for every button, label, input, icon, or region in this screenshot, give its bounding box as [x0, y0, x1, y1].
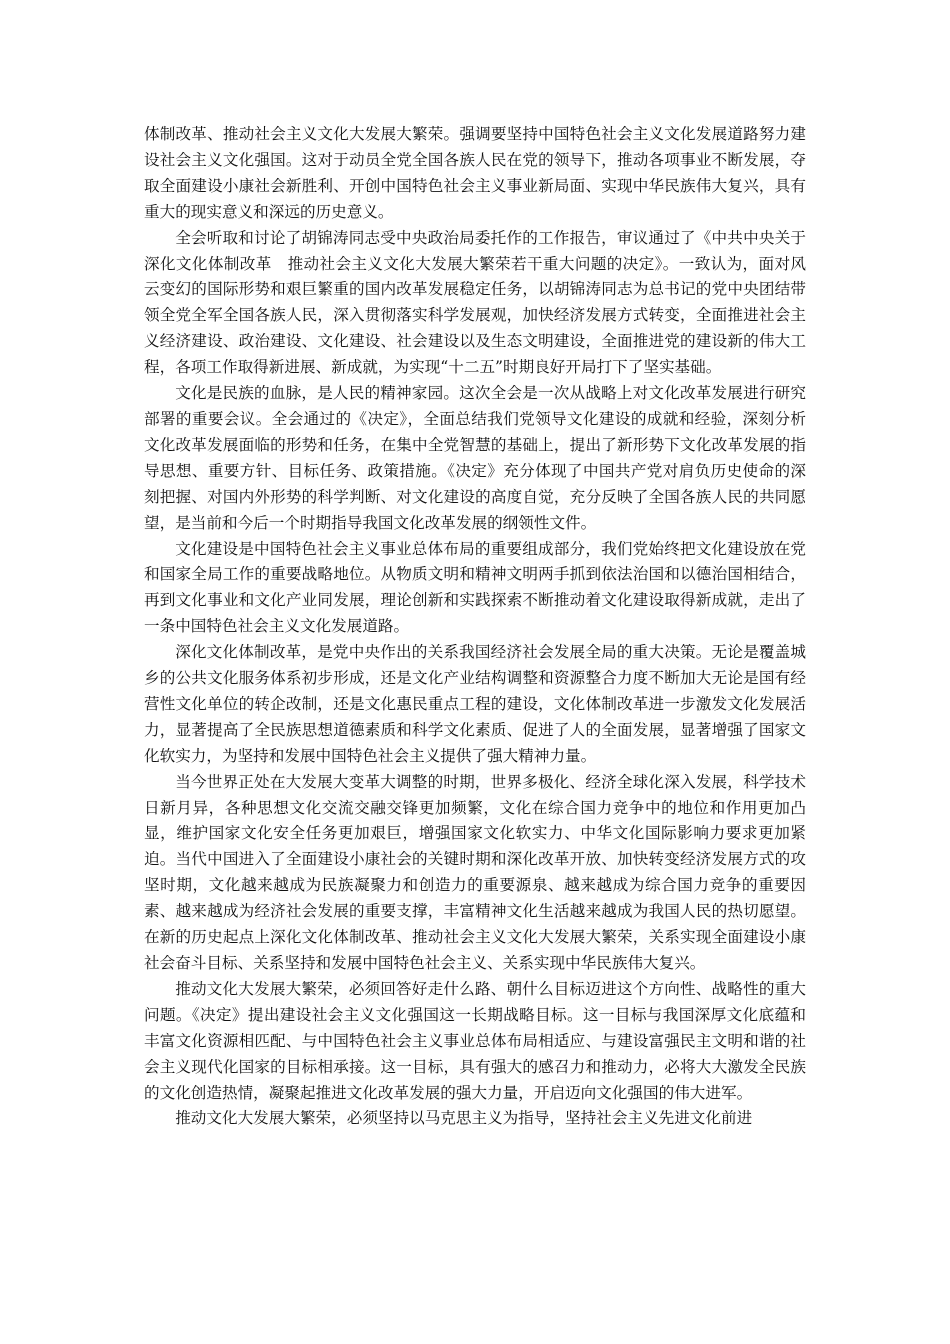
paragraph-2: 全会听取和讨论了胡锦涛同志受中央政治局委托作的工作报告，审议通过了《中共中央关于深化文化体制改革 推动社会主义文化大发展大繁荣若干重大问题的决定》。一致认为，面对风云变幻的国际形势和艰巨繁重的国内改革发展稳定任务，以胡锦涛同志为总书记的党中央团结带领全党全军全国各族人民，深入贯彻落实科学发展观，加快经济发展方式转变，全面推进社会主义经济建设、政治建设、文化建设、社会建设以及生态文明建设，全面推进党的建设新的伟大工程，各项工作取得新进展、新成就，为实现“十二五”时期良好开局打下了坚实基础。: [144, 228, 806, 377]
paragraph-7: 推动文化大发展大繁荣，必须回答好走什么路、朝什么目标迈进这个方向性、战略性的重大问题。《决定》提出建设社会主义文化强国这一长期战略目标。这一目标与我国深厚文化底蕴和丰富文化资源相匹配、与中国特色社会主义事业总体布局相适应、与建设富强民主文明和谐的社会主义现代化国家的目标相承接。这一目标，具有强大的感召力和推动力，必将大大激发全民族的文化创造热情，凝聚起推进文化改革发展的强大力量，开启迈向文化强国的伟大进军。: [144, 979, 806, 1102]
paragraph-5: 深化文化体制改革，是党中央作出的关系我国经济社会发展全局的重大决策。无论是覆盖城乡的公共文化服务体系初步形成，还是文化产业结构调整和资源整合力度不断加大无论是国有经营性文化单位的转企改制，还是文化惠民重点工程的建设，文化体制改革进一步激发文化发展活力，显著提高了全民族思想道德素质和科学文化素质、促进了人的全面发展，显著增强了国家文化软实力，为坚持和发展中国特色社会主义提供了强大精神力量。: [144, 643, 806, 765]
paragraph-8: 推动文化大发展大繁荣，必须坚持以马克思主义为指导，坚持社会主义先进文化前进: [175, 1109, 753, 1128]
document-body: [144, 122, 806, 1132]
paragraph-4: 文化建设是中国特色社会主义事业总体布局的重要组成部分，我们党始终把文化建设放在党和国家全局工作的重要战略地位。从物质文明和精神文明两手抓到依法治国和以德治国相结合，再到文化事业和文化产业同发展，理论创新和实践探索不断推动着文化建设取得新成就，走出了一条中国特色社会主义文化发展道路。: [144, 539, 806, 636]
paragraph-6: 当今世界正处在大发展大变革大调整的时期，世界多极化、经济全球化深入发展，科学技术日新月异，各种思想文化交流交融交锋更加频繁，文化在综合国力竞争中的地位和作用更加凸显，维护国家文化安全任务更加艰巨，增强国家文化软实力、中华文化国际影响力要求更加紧迫。当代中国进入了全面建设小康社会的关键时期和深化改革开放、加快转变经济发展方式的攻坚时期，文化越来越成为民族凝聚力和创造力的重要源泉、越来越成为综合国力竞争的重要因素、越来越成为经济社会发展的重要支撑，丰富精神文化生活越来越成为我国人民的热切愿望。在新的历史起点上深化文化体制改革、推动社会主义文化大发展大繁荣，关系实现全面建设小康社会奋斗目标、关系坚持和发展中国特色社会主义、关系实现中华民族伟大复兴。: [144, 772, 806, 972]
paragraph-1: 体制改革、推动社会主义文化大发展大繁荣。强调要坚持中国特色社会主义文化发展道路努力建设社会主义文化强国。这对于动员全党全国各族人民在党的领导下，推动各项事业不断发展，夺取全面建设小康社会新胜利、开创中国特色社会主义事业新局面、实现中华民族伟大复兴，具有重大的现实意义和深远的历史意义。: [144, 125, 806, 221]
paragraph-3: 文化是民族的血脉，是人民的精神家园。这次全会是一次从战略上对文化改革发展进行研究部署的重要会议。全会通过的《决定》，全面总结我们党领导文化建设的成就和经验，深刻分析文化改革发展面临的形势和任务，在集中全党智慧的基础上，提出了新形势下文化改革发展的指导思想、重要方针、目标任务、政策措施。《决定》充分体现了中国共产党对肩负历史使命的深刻把握、对国内外形势的科学判断、对文化建设的高度自觉，充分反映了全国各族人民的共同愿望，是当前和今后一个时期指导我国文化改革发展的纲领性文件。: [144, 384, 806, 532]
